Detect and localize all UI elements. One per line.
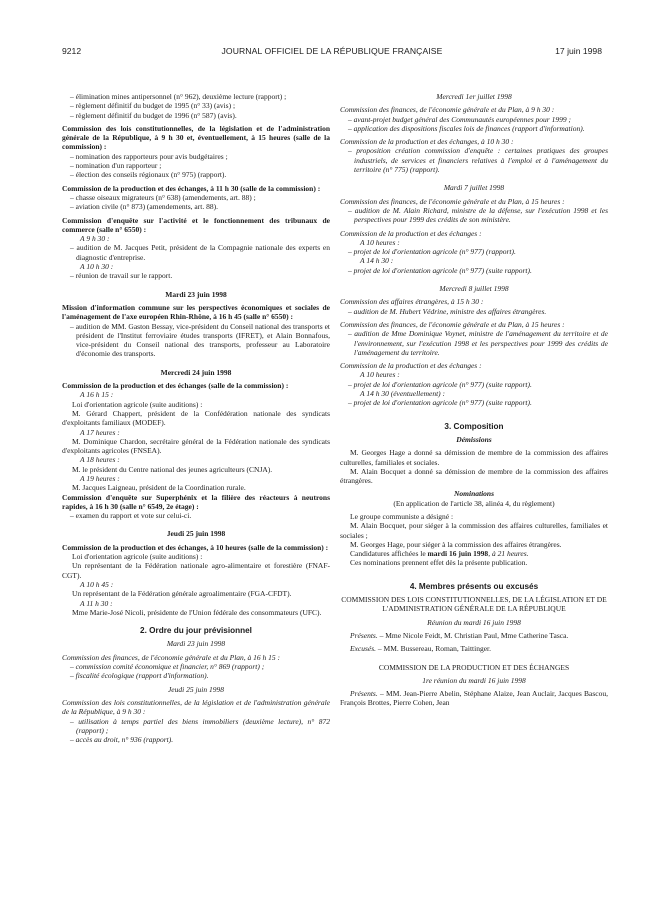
commission-heading: Commission de la production et des échanges (salle de la commission) : [62,381,289,391]
time-label: A 10 h 45 : [80,579,114,589]
commission-heading: Commission de la production et des échanges : [340,228,482,238]
agenda-item: – proposition création commission d'enquête : certaines pratiques des groupes industriels, de services et financiers relatives à l'emploi et à l'aménagement du territoire (n° 775) (rapport). [348,146,608,175]
agenda-item: – règlement définitif du budget de 1996 (n° 587) (avis). [70,110,237,120]
subsection-heading: Nominations [453,489,494,499]
time-label: A 16 h 15 : [80,390,114,400]
candidatures-prefix: Candidatures affichées le [350,549,428,559]
agenda-text: M. le président du Centre national des jeunes agriculteurs (CNJA). [72,464,273,474]
time-label: A 18 heures : [80,455,120,465]
time-label: A 10 heures : [360,237,400,247]
agenda-item: – audition de MM. Gaston Bessay, vice-président du Conseil national des transports et président de l'Institut ferroviaire études transports (IFRET), et Alain Bonnafous, vice-président du Conseil national des transports, professeur au Laboratoire d'économie des transports. [70,321,330,359]
commission-heading: Commission des finances, de l'économie générale et du Plan, à 15 heures : [340,319,565,329]
date-heading: Mardi 23 juin 1998 [166,639,226,649]
agenda-text: Loi d'orientation agricole (suite auditions) : [72,399,203,409]
composition-text: (En application de l'article 38, alinéa 4, du règlement) [393,498,555,508]
composition-text: Ces nominations prennent effet dès la présente publication. [350,558,528,568]
agenda-item: – utilisation à temps partiel des biens immobiliers (deuxième lecture), n° 872 (rapport) ; [70,716,330,735]
date-heading: Mercredi 24 juin 1998 [160,367,232,377]
date-heading: Mardi 23 juin 1998 [165,289,227,299]
commission-heading: Commission des finances, de l'économie générale et du Plan, à 9 h 30 : [340,105,555,115]
time-label: A 10 heures : [360,370,400,380]
commission-heading: Commission des finances, de l'économie générale et du Plan, à 16 h 15 : [62,652,281,662]
time-label: A 10 h 30 : [80,262,114,272]
time-label: A 9 h 30 : [80,234,110,244]
composition-text: M. Georges Hage a donné sa démission de membre de la commission des affaires culturelles, familiales et sociales. [340,448,608,467]
agenda-item: – nomination des rapporteurs pour avis budgétaires ; [70,151,228,161]
attendance-label: Présents. [350,630,378,640]
agenda-item: – audition de M. Hubert Védrine, ministre des affaires étrangères. [348,306,547,316]
agenda-item: – aviation civile (n° 873) (amendements, art. 88). [70,202,218,212]
candidatures-time: , à 21 heures. [488,549,529,559]
agenda-item: – fiscalité écologique (rapport d'information). [70,671,209,681]
agenda-text: Mme Marie-José Nicoli, présidente de l'Union fédérale des consommateurs (UFC). [72,607,322,617]
issue-date: 17 juin 1998 [555,46,602,56]
commission-name: COMMISSION DE LA PRODUCTION ET DES ÉCHANGES [378,662,570,672]
commission-heading: Commission d'enquête sur l'activité et le fonctionnement des tribunaux de commerce (salle n° 6550) : [62,215,330,234]
time-label: A 11 h 30 : [80,598,113,608]
agenda-item: – projet de loi d'orientation agricole (n° 977) (rapport). [348,247,516,257]
date-heading: Mercredi 8 juillet 1998 [439,284,509,294]
agenda-item: – commission comité économique et financier, n° 869 (rapport) ; [70,662,265,672]
commission-heading: Commission de la production et des échanges : [340,361,482,371]
attendance-names: – MM. Bussereau, Roman, Taittinger. [376,644,491,654]
meeting-date: 1re réunion du mardi 16 juin 1998 [422,675,526,685]
agenda-item: – élection des conseils régionaux (n° 975) (rapport). [70,170,227,180]
right-column [340,92,608,708]
attendance-line [340,689,608,708]
agenda-item: – avant-projet budget général des Communautés européennes pour 1999 ; [348,114,571,124]
left-column [62,92,330,744]
agenda-text: M. Gérard Chappert, président de la Confédération nationale des syndicats d'exploitants familiaux (MODEF). [62,408,330,428]
attendance-line [340,631,608,640]
date-heading: Mercredi 1er juillet 1998 [436,92,512,101]
meeting-date: Réunion du mardi 16 juin 1998 [427,617,521,627]
commission-heading: Commission de la production et des échanges, à 11 h 30 (salle de la commission) : [62,183,321,193]
agenda-item: – audition de M. Jacques Petit, président de la Compagnie nationale des experts en diagnostic d'entreprise. [70,243,330,262]
date-heading: Mardi 7 juillet 1998 [443,183,505,193]
commission-heading: Commission d'enquête sur Superphénix et la filière des réacteurs à neutrons rapides, à 16 h 30 (salle n° 6549, 2e étage) : [62,492,330,511]
attendance-label: Excusés. [350,644,377,654]
commission-heading: Commission des finances, de l'économie générale et du Plan, à 15 heures : [340,196,565,206]
time-label: A 19 heures : [80,473,120,483]
agenda-item: – audition de M. Alain Richard, ministre de la défense, sur l'exécution 1998 et les perspectives pour 1999 des crédits de son ministère. [348,205,608,225]
agenda-text: M. Dominique Chardon, secrétaire général de la Fédération nationale des syndicats d'exploitants agricoles (FNSEA). [62,436,330,456]
agenda-text: Loi d'orientation agricole (suite auditions) : [72,552,203,562]
commission-heading: Commission des lois constitutionnelles, de la législation et de l'administration générale de la République, à 9 h 30 et, éventuellement, à 15 heures (salle de la commission) : [62,123,330,152]
time-label: A 14 h 30 : [360,256,394,266]
candidatures-text [340,549,608,558]
commission-name: COMMISSION DES LOIS CONSTITUTIONNELLES, DE LA LÉGISLATION ET DE L'ADMINISTRATION GÉNÉRALE DE LA RÉPUBLIQUE [341,595,607,614]
section-heading: 2. Ordre du jour prévisionnel [140,626,252,636]
section-heading: 3. Composition [444,421,504,431]
journal-title: JOURNAL OFFICIEL DE LA RÉPUBLIQUE FRANÇAISE [221,46,443,56]
agenda-item: – nomination d'un rapporteur ; [70,161,162,171]
agenda-item: – projet de loi d'orientation agricole (n° 977) (suite rapport). [348,398,532,408]
attendance-names: – MM. Jean-Pierre Abelin, Stéphane Alaize, Jean Auclair, Jacques Bascou, François Brottes, Pierre Cohen, Jean [340,689,608,708]
agenda-item: – examen du rapport et vote sur celui-ci. [70,511,192,521]
agenda-text: Un représentant de la Fédération nationale agro-alimentaire et forestière (FNAF-CGT). [62,561,330,580]
date-heading: Jeudi 25 juin 1998 [167,684,225,694]
agenda-item: – règlement définitif du budget de 1995 (n° 33) (avis) ; [70,101,236,111]
agenda-item: – projet de loi d'orientation agricole (n° 977) (suite rapport). [348,379,532,389]
composition-text: M. Alain Bocquet a donné sa démission de membre de la commission des affaires étrangères. [340,466,608,486]
agenda-item: – projet de loi d'orientation agricole (n° 977) (suite rapport). [348,265,532,275]
agenda-item: – élimination mines antipersonnel (n° 962), deuxième lecture (rapport) ; [70,92,287,101]
page-header [62,46,602,60]
attendance-names: – Mme Nicole Feidt, M. Christian Paul, Mme Catherine Tasca. [377,630,569,640]
agenda-text: Un représentant de la Fédération générale agroalimentaire (FGA-CFDT). [72,589,292,599]
subsection-heading: Démissions [456,434,492,444]
agenda-item: – accès au droit, n° 936 (rapport). [70,735,174,745]
commission-heading: Commission des lois constitutionnelles, de la législation et de l'administration générale de la République, à 9 h 30 : [62,697,330,717]
composition-text: Le groupe communiste a désigné : [350,511,454,521]
agenda-text: M. Jacques Laigneau, président de la Coordination rurale. [72,483,246,493]
agenda-item: – audition de Mme Dominique Voynet, ministre de l'aménagement du territoire et de l'environnement, sur l'exécution 1998 et les perspectives pour 1999 des crédits de l'aménagement du territoire. [348,329,608,357]
agenda-item: – application des dispositions fiscales lois de finances (rapport d'information). [348,123,585,133]
agenda-item: – réunion de travail sur le rapport. [70,271,173,281]
section-heading: 4. Membres présents ou excusés [409,581,539,591]
commission-heading: Mission d'information commune sur les perspectives économiques et sociales de l'aménagement de l'axe européen Rhin-Rhône, à 16 h 45 (salle n° 6550) : [62,302,330,322]
agenda-item: – chasse oiseaux migrateurs (n° 638) (amendements, art. 88) ; [70,192,256,202]
candidatures-date: mardi 16 juin 1998 [427,549,489,559]
commission-heading: Commission des affaires étrangères, à 15 h 30 : [340,297,484,307]
date-heading: Jeudi 25 juin 1998 [166,529,226,539]
attendance-label: Présents. [350,689,378,699]
composition-text: M. Georges Hage, pour siéger à la commission des affaires étrangères. [350,539,562,549]
composition-text: M. Alain Bocquet, pour siéger à la commission des affaires culturelles, familiales et sociales ; [340,521,608,540]
attendance-line [340,644,608,653]
time-label: A 14 h 30 (éventuellement) : [360,389,446,399]
commission-heading: Commission de la production et des échanges, à 10 heures (salle de la commission) : [62,542,329,552]
page-number: 9212 [62,46,82,56]
time-label: A 17 heures : [80,427,120,437]
commission-heading: Commission de la production et des échanges, à 10 h 30 : [340,137,514,147]
